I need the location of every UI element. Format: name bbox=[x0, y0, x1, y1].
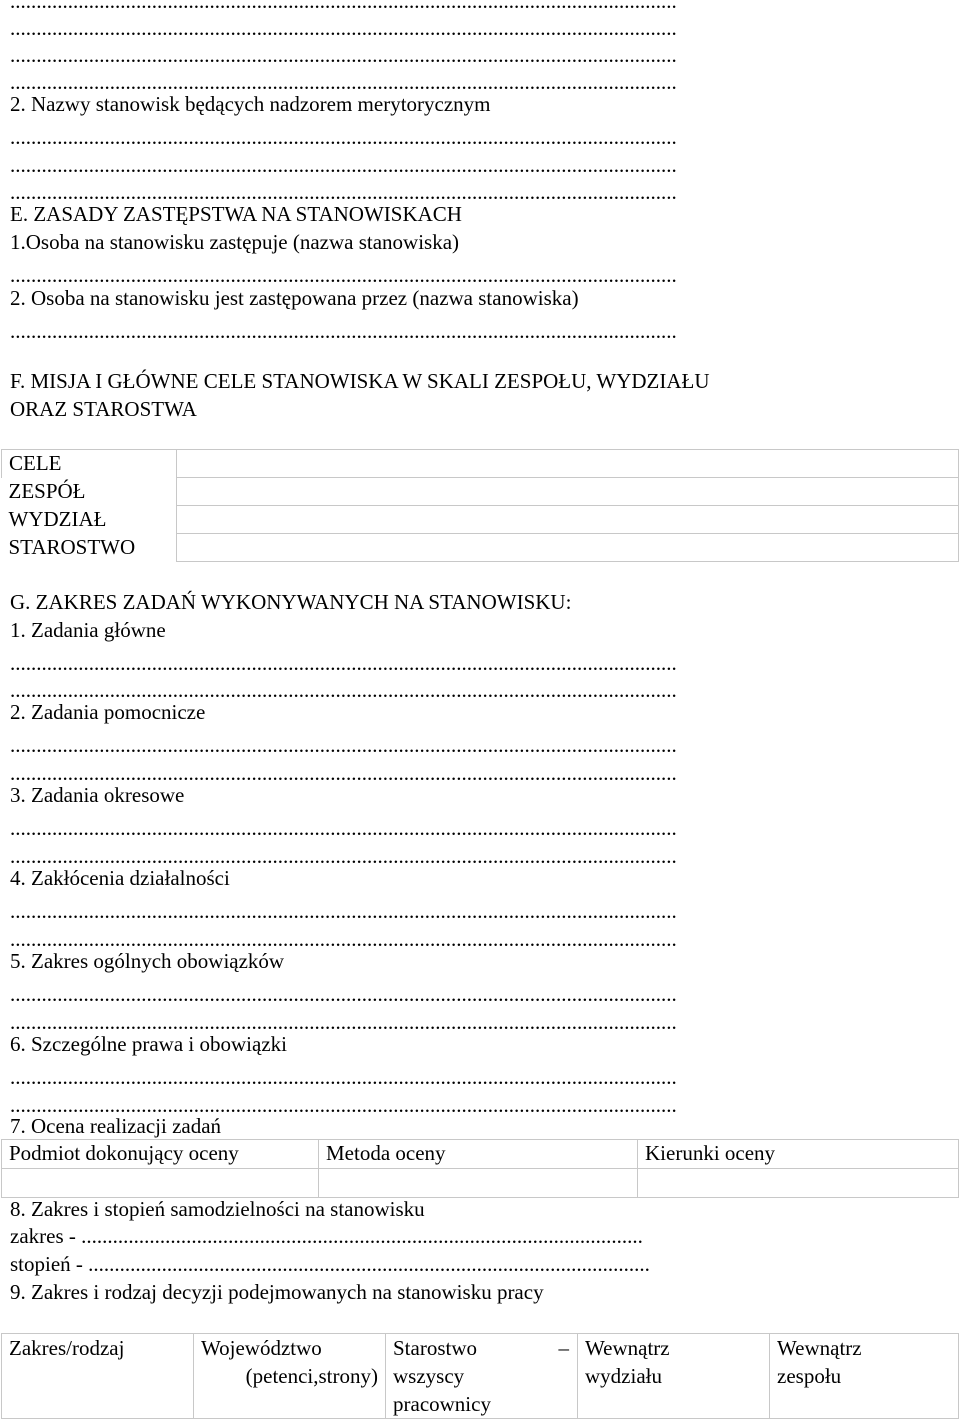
wydzial-value-cell[interactable] bbox=[177, 506, 959, 534]
zespol-value-cell[interactable] bbox=[177, 478, 959, 506]
section-e-title: E. ZASADY ZASTĘPSTWA NA STANOWISKACH bbox=[10, 202, 462, 226]
zakres-obowiazkow-heading: 5. Zakres ogólnych obowiązków bbox=[10, 949, 285, 973]
dotted-line: ............................................................................................................................... bbox=[10, 899, 677, 923]
dotted-line: ............................................................................................................................... bbox=[10, 761, 677, 785]
ocena-table bbox=[1, 1139, 959, 1198]
dotted-line: ............................................................................................................................... bbox=[10, 1010, 677, 1034]
decyzje-header-zakres: Zakres/rodzaj bbox=[2, 1334, 194, 1419]
cele-label: CELE bbox=[2, 450, 177, 478]
section-f-title-cont: ORAZ STAROSTWA bbox=[10, 397, 197, 421]
section-d2-heading: 2. Nazwy stanowisk będących nadzorem merytorycznym bbox=[10, 92, 491, 116]
dotted-line: ............................................................................................................................... bbox=[10, 43, 677, 67]
ocena-header-metoda: Metoda oceny bbox=[319, 1140, 638, 1169]
ocena-kierunki-cell[interactable] bbox=[638, 1169, 959, 1198]
dotted-line: ............................................................................................................................... bbox=[10, 733, 677, 757]
dotted-line: ............................................................................................................................... bbox=[10, 651, 677, 675]
szczegolne-prawa-heading: 6. Szczególne prawa i obowiązki bbox=[10, 1032, 287, 1056]
wydzial-label: WYDZIAŁ bbox=[2, 506, 177, 534]
zakres-line: zakres - ........................................................................................................... bbox=[10, 1224, 643, 1248]
dotted-line: ............................................................................................................................... bbox=[10, 180, 677, 204]
cele-value-cell[interactable] bbox=[177, 450, 959, 478]
ocena-header-podmiot: Podmiot dokonujący oceny bbox=[2, 1140, 319, 1169]
section-g-title: G. ZAKRES ZADAŃ WYKONYWANYCH NA STANOWISKU: bbox=[10, 590, 572, 614]
starostwo-value-cell[interactable] bbox=[177, 534, 959, 562]
dotted-line: ............................................................................................................................... bbox=[10, 16, 677, 40]
decyzje-header-wojewodztwo: Województwo (petenci,strony) bbox=[194, 1334, 386, 1419]
zespol-label: ZESPÓŁ bbox=[2, 478, 177, 506]
decyzje-header-starostwo: Starostwo – wszyscy pracownicy bbox=[386, 1334, 578, 1419]
zadania-okresowe-heading: 3. Zadania okresowe bbox=[10, 783, 185, 807]
dotted-line: ............................................................................................................................... bbox=[10, 125, 677, 149]
section-e-item2: 2. Osoba na stanowisku jest zastępowana przez (nazwa stanowiska) bbox=[10, 286, 579, 310]
ocena-header-kierunki: Kierunki oceny bbox=[638, 1140, 959, 1169]
stopien-line: stopień - ........................................................................................................... bbox=[10, 1252, 650, 1276]
decyzje-heading: 9. Zakres i rodzaj decyzji podejmowanych na stanowisku pracy bbox=[10, 1280, 544, 1304]
samodzielnosc-heading: 8. Zakres i stopień samodzielności na stanowisku bbox=[10, 1197, 425, 1221]
zadania-glowne-heading: 1. Zadania główne bbox=[10, 618, 166, 642]
zadania-pomocnicze-heading: 2. Zadania pomocnicze bbox=[10, 700, 206, 724]
dotted-line: ............................................................................................................................... bbox=[10, 153, 677, 177]
ocena-metoda-cell[interactable] bbox=[319, 1169, 638, 1198]
dotted-line: ............................................................................................................................... bbox=[10, 0, 677, 13]
section-f-title: F. MISJA I GŁÓWNE CELE STANOWISKA W SKALI ZESPOŁU, WYDZIAŁU bbox=[10, 369, 710, 393]
zaklocenia-heading: 4. Zakłócenia działalności bbox=[10, 866, 230, 890]
dotted-line: ............................................................................................................................... bbox=[10, 816, 677, 840]
starostwo-label: STAROSTWO bbox=[2, 534, 177, 562]
decyzje-header-wydzial: Wewnątrz wydziału bbox=[578, 1334, 770, 1419]
decyzje-header-zespol: Wewnątrz zespołu bbox=[770, 1334, 959, 1419]
dotted-line: ............................................................................................................................... bbox=[10, 263, 677, 287]
dotted-line: ............................................................................................................................... bbox=[10, 927, 677, 951]
ocena-heading: 7. Ocena realizacji zadań bbox=[10, 1114, 222, 1138]
dotted-line: ............................................................................................................................... bbox=[10, 678, 677, 702]
dotted-line: ............................................................................................................................... bbox=[10, 319, 677, 343]
decyzje-table bbox=[1, 1333, 959, 1419]
dotted-line: ............................................................................................................................... bbox=[10, 844, 677, 868]
dotted-line: ............................................................................................................................... bbox=[10, 1093, 677, 1117]
dotted-line: ............................................................................................................................... bbox=[10, 70, 677, 94]
dotted-line: ............................................................................................................................... bbox=[10, 982, 677, 1006]
section-e-item1: 1.Osoba na stanowisku zastępuje (nazwa stanowiska) bbox=[10, 230, 460, 254]
misja-cele-table bbox=[1, 449, 959, 562]
ocena-podmiot-cell[interactable] bbox=[2, 1169, 319, 1198]
dotted-line: ............................................................................................................................... bbox=[10, 1065, 677, 1089]
